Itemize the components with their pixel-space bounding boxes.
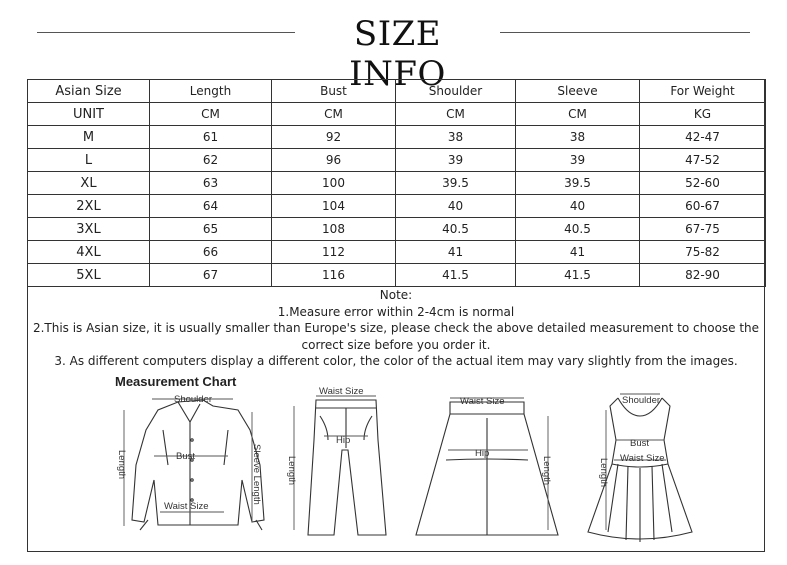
table-row <box>28 241 766 264</box>
dress-waist-label: Waist Size <box>620 453 665 464</box>
table-cell: 112 <box>272 241 396 264</box>
table-row <box>28 126 766 149</box>
skirt-hip-label: Hip <box>475 448 490 459</box>
table-cell: 64 <box>150 195 272 218</box>
measurement-diagrams <box>28 370 764 550</box>
table-cell: CM <box>272 103 396 126</box>
title-rule-left <box>37 32 295 33</box>
table-cell: 63 <box>150 172 272 195</box>
table-cell: 39 <box>516 149 640 172</box>
table-cell: 41.5 <box>396 264 516 287</box>
table-cell: KG <box>640 103 766 126</box>
note-line-3: 3. As different computers display a different color, the color of the actual item may vary slightly from the images. <box>54 354 738 368</box>
table-unit-row <box>28 103 766 126</box>
shirt-bust-label: Bust <box>176 451 196 462</box>
table-cell: Bust <box>272 80 396 103</box>
table-cell: 47-52 <box>640 149 766 172</box>
measurement-chart-title: Measurement Chart <box>115 374 237 389</box>
title-rule-right <box>500 32 750 33</box>
table-cell: 39.5 <box>396 172 516 195</box>
table-cell: For Weight <box>640 80 766 103</box>
table-cell: L <box>28 149 150 172</box>
table-cell: 52-60 <box>640 172 766 195</box>
table-cell: 38 <box>396 126 516 149</box>
table-cell: 62 <box>150 149 272 172</box>
pants-hip-label: Hip <box>336 435 351 446</box>
table-row <box>28 195 766 218</box>
notes-heading: Note: <box>379 288 413 302</box>
table-cell: 41.5 <box>516 264 640 287</box>
table-cell: 108 <box>272 218 396 241</box>
shirt-waist-label: Waist Size <box>164 501 209 512</box>
dress-length-label: Length <box>598 458 609 488</box>
page-title: SIZE INFO <box>349 14 446 94</box>
table-cell: Shoulder <box>396 80 516 103</box>
table-cell: UNIT <box>28 103 150 126</box>
table-cell: XL <box>28 172 150 195</box>
table-cell: 82-90 <box>640 264 766 287</box>
shirt-sleeve-label: Sleeve Length <box>251 444 262 505</box>
table-cell: 66 <box>150 241 272 264</box>
table-cell: 4XL <box>28 241 150 264</box>
pants-waist-label: Waist Size <box>319 386 364 397</box>
table-header-row <box>28 80 766 103</box>
table-row <box>28 149 766 172</box>
table-cell: 116 <box>272 264 396 287</box>
pants-length-label: Length <box>286 456 297 486</box>
table-cell: 67-75 <box>640 218 766 241</box>
table-cell: 2XL <box>28 195 150 218</box>
dress-bust-label: Bust <box>630 438 650 449</box>
table-cell: 40.5 <box>516 218 640 241</box>
table-cell: 42-47 <box>640 126 766 149</box>
table-cell: 41 <box>396 241 516 264</box>
table-cell: 104 <box>272 195 396 218</box>
table-row <box>28 264 766 287</box>
table-cell: 61 <box>150 126 272 149</box>
table-cell: 39 <box>396 149 516 172</box>
table-cell: 5XL <box>28 264 150 287</box>
table-cell: CM <box>396 103 516 126</box>
size-table <box>27 79 766 287</box>
table-cell: 67 <box>150 264 272 287</box>
table-cell: 100 <box>272 172 396 195</box>
table-cell: 40 <box>516 195 640 218</box>
table-cell: Asian Size <box>28 80 150 103</box>
dress-shoulder-label: Shoulder <box>622 395 661 406</box>
skirt-length-label: Length <box>541 456 552 486</box>
shirt-length-label: Length <box>116 450 127 480</box>
shirt-shoulder-label: Shoulder <box>174 394 213 405</box>
table-row <box>28 172 766 195</box>
table-cell: 65 <box>150 218 272 241</box>
table-cell: Length <box>150 80 272 103</box>
table-cell: CM <box>516 103 640 126</box>
notes <box>28 287 764 370</box>
table-cell: 40 <box>396 195 516 218</box>
table-cell: 92 <box>272 126 396 149</box>
table-cell: 39.5 <box>516 172 640 195</box>
skirt-illustration <box>416 402 558 535</box>
skirt-waist-label: Waist Size <box>460 396 505 407</box>
table-cell: 96 <box>272 149 396 172</box>
table-cell: CM <box>150 103 272 126</box>
table-cell: 60-67 <box>640 195 766 218</box>
table-cell: 41 <box>516 241 640 264</box>
measurement-chart <box>28 370 764 550</box>
table-cell: Sleeve <box>516 80 640 103</box>
table-cell: 75-82 <box>640 241 766 264</box>
table-cell: 38 <box>516 126 640 149</box>
pants-illustration <box>308 400 386 535</box>
table-cell: 3XL <box>28 218 150 241</box>
note-line-2: 2.This is Asian size, it is usually smaller than Europe's size, please check the above detailed measurement to choose the correct size before you order it. <box>32 321 760 352</box>
table-cell: 40.5 <box>396 218 516 241</box>
table-row <box>28 218 766 241</box>
table-cell: M <box>28 126 150 149</box>
note-line-1: 1.Measure error within 2-4cm is normal <box>277 304 515 319</box>
